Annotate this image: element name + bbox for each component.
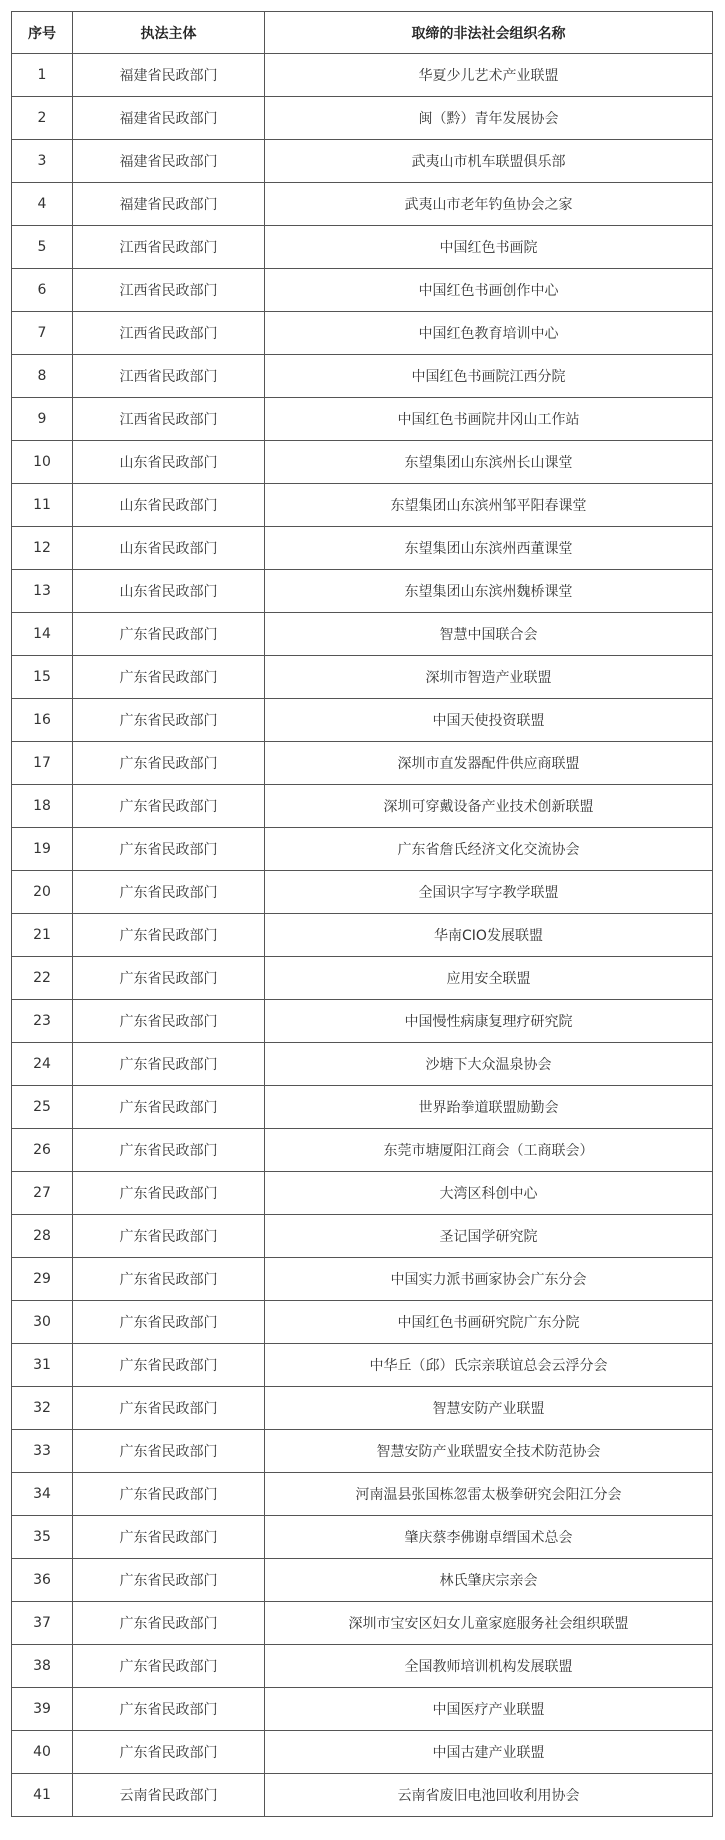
- illegal-organizations-table: [11, 11, 713, 1817]
- cell-number: 9: [12, 398, 73, 441]
- cell-number: 7: [12, 312, 73, 355]
- cell-org-name: 深圳可穿戴设备产业技术创新联盟: [265, 785, 713, 828]
- cell-org-name: 武夷山市机车联盟俱乐部: [265, 140, 713, 183]
- cell-number: 24: [12, 1043, 73, 1086]
- cell-authority: 广东省民政部门: [73, 1129, 265, 1172]
- table-row: [12, 441, 713, 484]
- cell-org-name: 深圳市智造产业联盟: [265, 656, 713, 699]
- table-row: [12, 914, 713, 957]
- cell-authority: 广东省民政部门: [73, 1000, 265, 1043]
- cell-number: 31: [12, 1344, 73, 1387]
- cell-org-name: 圣记国学研究院: [265, 1215, 713, 1258]
- cell-authority: 广东省民政部门: [73, 742, 265, 785]
- table-row: [12, 1043, 713, 1086]
- cell-org-name: 东望集团山东滨州魏桥课堂: [265, 570, 713, 613]
- header-row: [12, 12, 713, 54]
- cell-number: 14: [12, 613, 73, 656]
- table-row: [12, 699, 713, 742]
- cell-number: 25: [12, 1086, 73, 1129]
- cell-number: 38: [12, 1645, 73, 1688]
- cell-authority: 广东省民政部门: [73, 1387, 265, 1430]
- cell-authority: 云南省民政部门: [73, 1774, 265, 1817]
- document-page: [11, 11, 712, 1817]
- cell-org-name: 中国医疗产业联盟: [265, 1688, 713, 1731]
- cell-org-name: 东望集团山东滨州长山课堂: [265, 441, 713, 484]
- table-row: [12, 871, 713, 914]
- table-row: [12, 355, 713, 398]
- table-row: [12, 1645, 713, 1688]
- cell-authority: 江西省民政部门: [73, 226, 265, 269]
- cell-org-name: 深圳市直发器配件供应商联盟: [265, 742, 713, 785]
- cell-number: 11: [12, 484, 73, 527]
- cell-number: 40: [12, 1731, 73, 1774]
- cell-authority: 广东省民政部门: [73, 828, 265, 871]
- table-row: [12, 1430, 713, 1473]
- cell-org-name: 世界跆拳道联盟励勤会: [265, 1086, 713, 1129]
- table-row: [12, 1387, 713, 1430]
- table-row: [12, 312, 713, 355]
- cell-org-name: 智慧安防产业联盟: [265, 1387, 713, 1430]
- cell-authority: 广东省民政部门: [73, 1258, 265, 1301]
- cell-number: 1: [12, 54, 73, 97]
- table-row: [12, 785, 713, 828]
- cell-org-name: 林氏肇庆宗亲会: [265, 1559, 713, 1602]
- table-row: [12, 1086, 713, 1129]
- cell-number: 2: [12, 97, 73, 140]
- cell-number: 26: [12, 1129, 73, 1172]
- cell-org-name: 全国教师培训机构发展联盟: [265, 1645, 713, 1688]
- cell-authority: 广东省民政部门: [73, 1215, 265, 1258]
- cell-number: 12: [12, 527, 73, 570]
- cell-org-name: 中国红色书画院井冈山工作站: [265, 398, 713, 441]
- cell-authority: 广东省民政部门: [73, 1172, 265, 1215]
- cell-authority: 广东省民政部门: [73, 914, 265, 957]
- cell-org-name: 华南CIO发展联盟: [265, 914, 713, 957]
- cell-authority: 广东省民政部门: [73, 1645, 265, 1688]
- cell-number: 28: [12, 1215, 73, 1258]
- cell-number: 32: [12, 1387, 73, 1430]
- table-row: [12, 1731, 713, 1774]
- cell-authority: 广东省民政部门: [73, 656, 265, 699]
- cell-org-name: 中国红色书画创作中心: [265, 269, 713, 312]
- cell-number: 30: [12, 1301, 73, 1344]
- table-row: [12, 183, 713, 226]
- cell-number: 33: [12, 1430, 73, 1473]
- cell-authority: 山东省民政部门: [73, 441, 265, 484]
- cell-number: 5: [12, 226, 73, 269]
- table-row: [12, 1516, 713, 1559]
- cell-authority: 广东省民政部门: [73, 699, 265, 742]
- table-row: [12, 1301, 713, 1344]
- cell-number: 34: [12, 1473, 73, 1516]
- cell-authority: 广东省民政部门: [73, 1301, 265, 1344]
- cell-authority: 广东省民政部门: [73, 1516, 265, 1559]
- cell-authority: 广东省民政部门: [73, 1731, 265, 1774]
- table-row: [12, 570, 713, 613]
- cell-authority: 广东省民政部门: [73, 1043, 265, 1086]
- cell-authority: 广东省民政部门: [73, 1602, 265, 1645]
- cell-authority: 山东省民政部门: [73, 527, 265, 570]
- cell-org-name: 智慧安防产业联盟安全技术防范协会: [265, 1430, 713, 1473]
- cell-number: 8: [12, 355, 73, 398]
- cell-org-name: 东望集团山东滨州西董课堂: [265, 527, 713, 570]
- cell-number: 22: [12, 957, 73, 1000]
- cell-number: 16: [12, 699, 73, 742]
- cell-org-name: 中国慢性病康复理疗研究院: [265, 1000, 713, 1043]
- cell-number: 3: [12, 140, 73, 183]
- table-row: [12, 1473, 713, 1516]
- cell-org-name: 东望集团山东滨州邹平阳春课堂: [265, 484, 713, 527]
- cell-authority: 山东省民政部门: [73, 484, 265, 527]
- table-row: [12, 1774, 713, 1817]
- cell-org-name: 闽（黔）青年发展协会: [265, 97, 713, 140]
- table-row: [12, 97, 713, 140]
- cell-number: 35: [12, 1516, 73, 1559]
- table-row: [12, 1129, 713, 1172]
- table-row: [12, 613, 713, 656]
- cell-number: 29: [12, 1258, 73, 1301]
- table-row: [12, 828, 713, 871]
- table-row: [12, 1688, 713, 1731]
- table-row: [12, 398, 713, 441]
- cell-org-name: 中国天使投资联盟: [265, 699, 713, 742]
- cell-org-name: 全国识字写字教学联盟: [265, 871, 713, 914]
- cell-number: 6: [12, 269, 73, 312]
- table-body: [12, 54, 713, 1817]
- header-cell-authority: 执法主体: [73, 12, 265, 54]
- cell-org-name: 中华丘（邱）氏宗亲联谊总会云浮分会: [265, 1344, 713, 1387]
- cell-authority: 广东省民政部门: [73, 785, 265, 828]
- table-header: [12, 12, 713, 54]
- table-row: [12, 1559, 713, 1602]
- table-row: [12, 1602, 713, 1645]
- cell-org-name: 智慧中国联合会: [265, 613, 713, 656]
- cell-number: 23: [12, 1000, 73, 1043]
- cell-authority: 江西省民政部门: [73, 312, 265, 355]
- cell-authority: 福建省民政部门: [73, 183, 265, 226]
- cell-org-name: 中国红色教育培训中心: [265, 312, 713, 355]
- cell-number: 37: [12, 1602, 73, 1645]
- header-cell-number: 序号: [12, 12, 73, 54]
- cell-org-name: 中国红色书画院江西分院: [265, 355, 713, 398]
- cell-org-name: 中国实力派书画家协会广东分会: [265, 1258, 713, 1301]
- table-row: [12, 1215, 713, 1258]
- cell-org-name: 中国古建产业联盟: [265, 1731, 713, 1774]
- cell-number: 36: [12, 1559, 73, 1602]
- cell-org-name: 肇庆蔡李佛谢卓缙国术总会: [265, 1516, 713, 1559]
- cell-authority: 山东省民政部门: [73, 570, 265, 613]
- table-row: [12, 54, 713, 97]
- cell-number: 4: [12, 183, 73, 226]
- cell-number: 19: [12, 828, 73, 871]
- table-row: [12, 1344, 713, 1387]
- cell-authority: 福建省民政部门: [73, 54, 265, 97]
- cell-authority: 广东省民政部门: [73, 1430, 265, 1473]
- cell-authority: 江西省民政部门: [73, 355, 265, 398]
- table-row: [12, 1000, 713, 1043]
- table-row: [12, 484, 713, 527]
- cell-number: 18: [12, 785, 73, 828]
- cell-authority: 广东省民政部门: [73, 957, 265, 1000]
- cell-authority: 广东省民政部门: [73, 1344, 265, 1387]
- cell-number: 21: [12, 914, 73, 957]
- cell-org-name: 华夏少儿艺术产业联盟: [265, 54, 713, 97]
- header-cell-org-name: 取缔的非法社会组织名称: [265, 12, 713, 54]
- cell-authority: 广东省民政部门: [73, 1559, 265, 1602]
- cell-authority: 广东省民政部门: [73, 1086, 265, 1129]
- cell-number: 17: [12, 742, 73, 785]
- cell-number: 13: [12, 570, 73, 613]
- table-row: [12, 140, 713, 183]
- cell-authority: 江西省民政部门: [73, 269, 265, 312]
- cell-authority: 广东省民政部门: [73, 613, 265, 656]
- cell-org-name: 中国红色书画研究院广东分院: [265, 1301, 713, 1344]
- cell-number: 15: [12, 656, 73, 699]
- cell-number: 27: [12, 1172, 73, 1215]
- cell-org-name: 云南省废旧电池回收利用协会: [265, 1774, 713, 1817]
- cell-authority: 广东省民政部门: [73, 1688, 265, 1731]
- table-row: [12, 269, 713, 312]
- cell-number: 41: [12, 1774, 73, 1817]
- cell-authority: 广东省民政部门: [73, 871, 265, 914]
- cell-authority: 福建省民政部门: [73, 97, 265, 140]
- cell-number: 20: [12, 871, 73, 914]
- cell-org-name: 大湾区科创中心: [265, 1172, 713, 1215]
- cell-authority: 福建省民政部门: [73, 140, 265, 183]
- cell-org-name: 武夷山市老年钓鱼协会之家: [265, 183, 713, 226]
- cell-org-name: 应用安全联盟: [265, 957, 713, 1000]
- table-row: [12, 957, 713, 1000]
- table-row: [12, 527, 713, 570]
- table-row: [12, 226, 713, 269]
- cell-number: 39: [12, 1688, 73, 1731]
- table-row: [12, 1258, 713, 1301]
- cell-org-name: 中国红色书画院: [265, 226, 713, 269]
- cell-authority: 江西省民政部门: [73, 398, 265, 441]
- cell-org-name: 深圳市宝安区妇女儿童家庭服务社会组织联盟: [265, 1602, 713, 1645]
- cell-org-name: 广东省詹氏经济文化交流协会: [265, 828, 713, 871]
- cell-authority: 广东省民政部门: [73, 1473, 265, 1516]
- cell-number: 10: [12, 441, 73, 484]
- table-row: [12, 742, 713, 785]
- cell-org-name: 河南温县张国栋忽雷太极拳研究会阳江分会: [265, 1473, 713, 1516]
- cell-org-name: 沙塘下大众温泉协会: [265, 1043, 713, 1086]
- table-row: [12, 1172, 713, 1215]
- table-row: [12, 656, 713, 699]
- cell-org-name: 东莞市塘厦阳江商会（工商联会）: [265, 1129, 713, 1172]
